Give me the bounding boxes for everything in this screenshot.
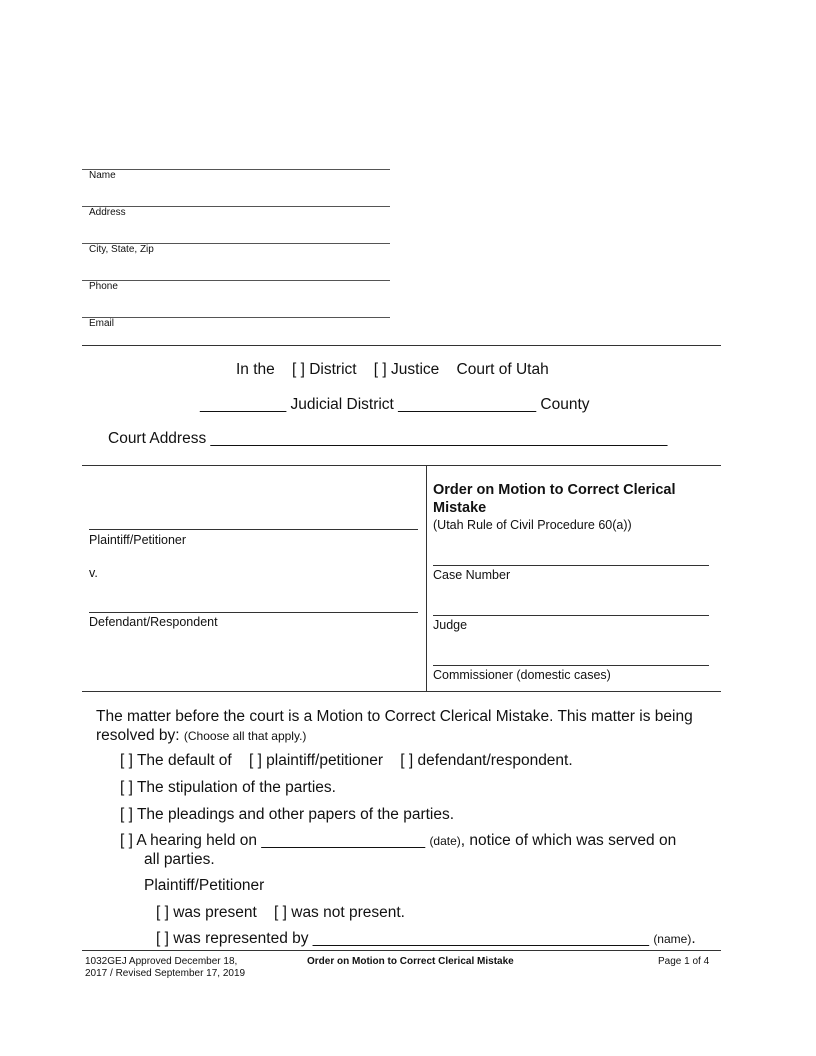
address-label: Address [89,207,126,218]
name-field-line[interactable] [82,169,390,170]
option-default[interactable]: [ ] The default of [ ] plaintiff/petitioner [ ] defendant/respondent. [120,752,573,769]
intro-choose-note: (Choose all that apply.) [183,729,307,743]
defendant-label: Defendant/Respondent [89,615,218,629]
intro-line-1: The matter before the court is a Motion to Correct Clerical Mistake. This matter is being [96,708,693,725]
judge-line[interactable] [433,615,709,616]
represented-name-note: (name) [653,932,692,946]
email-field-line[interactable] [82,317,390,318]
option-hearing[interactable] [120,831,676,851]
phone-label: Phone [89,281,118,292]
represented-end: . [691,930,696,947]
footer-title: Order on Motion to Correct Clerical Mistake [307,956,514,967]
intro-line-2 [96,726,306,746]
plaintiff-represented-by[interactable] [156,929,696,949]
option-pleadings[interactable]: [ ] The pleadings and other papers of the parties. [120,806,455,823]
city-state-zip-label: City, State, Zip [89,244,154,255]
court-address-line[interactable]: Court Address _____________________________________________________ [108,430,668,447]
hearing-notice-text: , notice of which was served on [460,832,677,849]
versus-label: v. [89,566,98,580]
address-field-line[interactable] [82,206,390,207]
defendant-name-line[interactable] [89,612,418,613]
header-divider [82,345,721,346]
phone-field-line[interactable] [82,280,390,281]
commissioner-label: Commissioner (domestic cases) [433,668,611,682]
caption-bottom-divider [82,691,721,692]
plaintiff-name-line[interactable] [89,529,418,530]
intro-resolved-by: resolved by: [96,727,184,744]
option-stipulation[interactable]: [ ] The stipulation of the parties. [120,779,336,796]
plaintiff-heading: Plaintiff/Petitioner [144,877,265,894]
footer-page-number: Page 1 of 4 [658,956,710,967]
commissioner-line[interactable] [433,665,709,666]
hearing-all-parties: all parties. [144,851,215,868]
footer-divider [82,950,721,951]
hearing-date-note: (date) [429,834,461,848]
caption-top-divider [82,465,721,466]
judge-label: Judge [433,618,468,632]
plaintiff-present-options[interactable]: [ ] was present [ ] was not present. [156,904,405,921]
document-subtitle: (Utah Rule of Civil Procedure 60(a)) [433,518,632,532]
name-label: Name [89,170,116,181]
represented-text: [ ] was represented by _______________________________________ [156,930,654,947]
document-title: Order on Motion to Correct Clerical Mistake [433,482,676,516]
plaintiff-label: Plaintiff/Petitioner [89,533,187,547]
case-number-label: Case Number [433,568,511,582]
footer-form-id: 1032GEJ Approved December 18, 2017 / Revised September 17, 2019 [85,956,246,979]
caption-vertical-divider [426,466,427,691]
email-label: Email [89,318,115,329]
judicial-district-line[interactable]: __________ Judicial District ________________ County [200,396,590,413]
hearing-text: [ ] A hearing held on ___________________ [120,832,430,849]
case-number-line[interactable] [433,565,709,566]
court-type-line[interactable]: In the [ ] District [ ] Justice Court of Utah [236,361,549,378]
